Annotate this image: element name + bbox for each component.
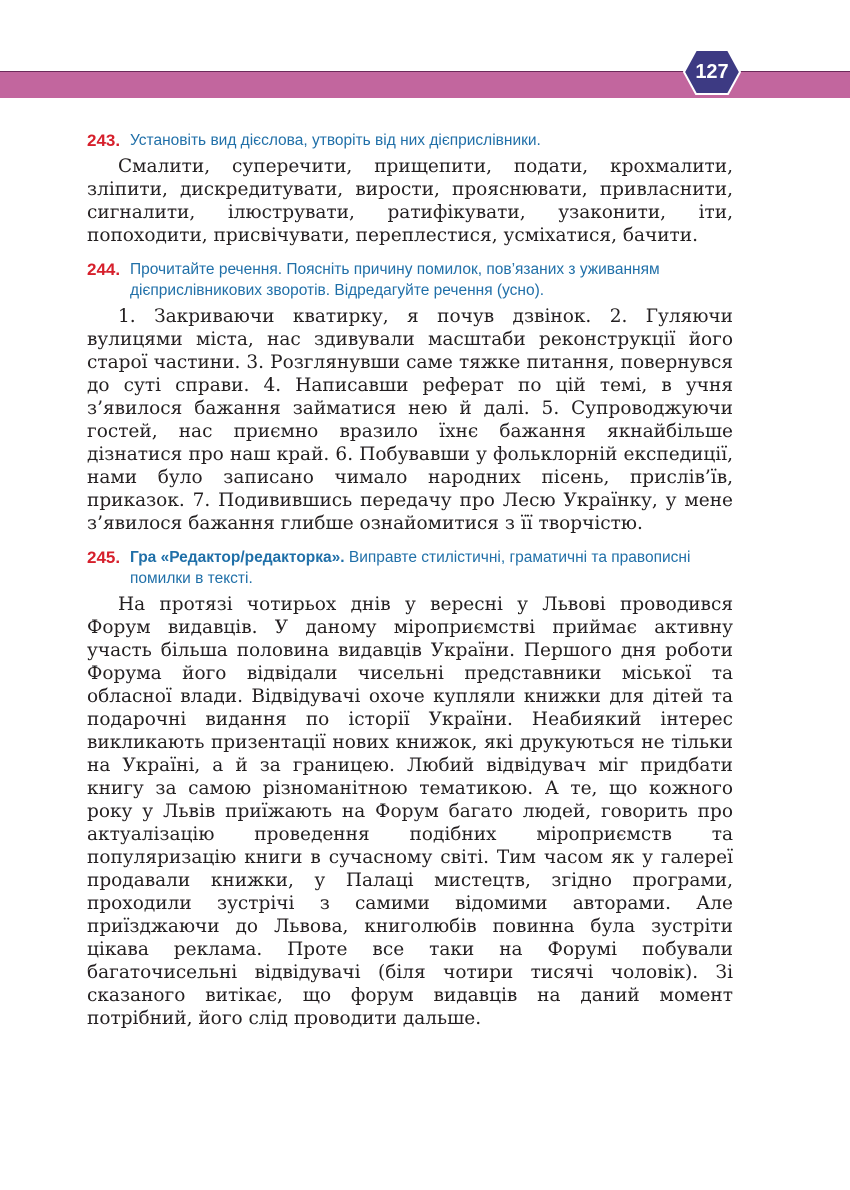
- exercise-body: 1. Закриваючи кватирку, я почув дзвінок. 2. Гуляючи вулицями міста, нас здивували масштаби реконструкції його старої частини. 3. Розглянувши саме тяжке питання, повернувся до суті справи. 4. Написавши реферат по цій темі, в учня з’явилося бажання займатися нею й далі. 5. Супроводжуючи гостей, нас приємно вразило їхнє бажання якнайбільше дізнатися про наш край. 6. Побувавши у фольклорній експедиції, нами було записано чимало народних пісень, прислів’їв, приказок. 7. Подивившись передачу про Лесю Українку, у мене з’явилося бажання глибше ознайомитися з її творчістю.: [87, 306, 733, 534]
- page-content: [87, 130, 733, 1042]
- task-text: Виправте стилістичні, граматичні та правописні помилки в тексті.: [130, 549, 691, 587]
- task-text: Установіть вид дієслова, утворіть від них дієприслівники.: [130, 132, 541, 149]
- exercise-number: 244.: [87, 260, 121, 279]
- exercise-number: 245.: [87, 548, 121, 567]
- exercise-body: Смалити, суперечити, прищепити, подати, крохмалити, зліпити, дискредитувати, вирости, прояснювати, привласнити, сигналити, ілюструвати, ратифікувати, узаконити, іти, попоходити, присвічувати, переплестися, усміхатися, бачити.: [87, 156, 733, 246]
- exercise-244: [87, 259, 733, 535]
- exercise-task: [87, 547, 733, 589]
- exercise-243: [87, 130, 733, 247]
- exercise-task: [87, 130, 733, 151]
- exercise-body: На протязі чотирьох днів у вересні у Львові проводився Форум видавців. У даному міроприємстві приймає активну участь більша половина видавців України. Першого дня роботи Форума його відвідали чисельні представники міської та обласної влади. Відвідувачі охоче купляли книжки для дітей та подарочні видання по історії України. Неабиякий інтерес викликають призентації нових книжок, які друкуються не тільки на Україні, а й за границею. Любий відвідувач міг придбати книгу за самою різноманітною тематикою. А те, що кожного року у Львів приїжають на Форум багато людей, говорить про актуалізацію проведення подібних міроприємств та популяризацію книги в сучасному світі. Тим часом як у галереї продавали книжки, у Палаці мистецтв, згідно програми, проходили зустрічі з самими відомими авторами. Але приїзджаючи до Львова, книголюбів повинна була зустріти цікава реклама. Проте все таки на Форумі побували багаточисельні відвідувачі (біля чотири тисячі чоловік). Зі сказаного витікає, що форум видавців на даний момент потрібний, його слід проводити дальше.: [87, 594, 733, 1029]
- exercise-number: 243.: [87, 131, 121, 150]
- task-title: Гра «Редактор/редакторка».: [130, 549, 345, 566]
- exercise-task: [87, 259, 733, 301]
- task-text: Прочитайте речення. Поясніть причину помилок, пов’язаних з уживанням дієприслівникових зворотів. Відредагуйте речення (усно).: [130, 261, 660, 299]
- exercise-245: [87, 547, 733, 1030]
- page-number: 127: [695, 61, 729, 83]
- page-number-badge: [683, 49, 741, 95]
